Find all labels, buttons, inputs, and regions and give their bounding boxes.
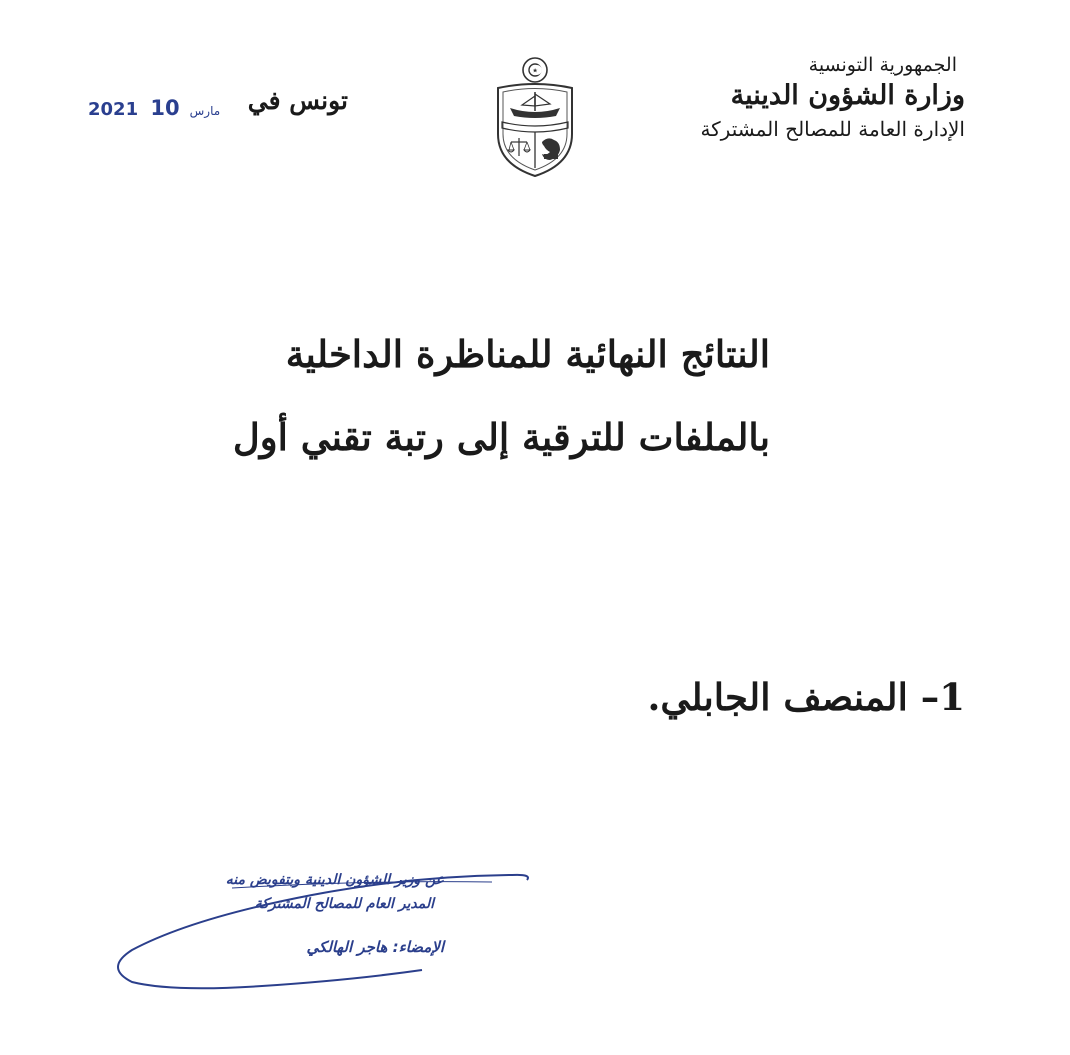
ministry-name: وزارة الشؤون الدينية: [730, 80, 965, 111]
place-and-date: [88, 86, 348, 126]
coat-of-arms-icon: [490, 56, 580, 178]
letterhead: [635, 52, 965, 144]
signature-line-2: المدير العام للمصالح المشتركة: [254, 896, 434, 912]
date-stamp: [88, 96, 220, 120]
signature-stamp: [112, 860, 542, 995]
result-list-item: 1– المنصف الجابلي.: [647, 675, 965, 719]
signature-line-1: عن وزير الشؤون الدينية وبتفويض منه: [225, 872, 444, 888]
directorate-name: الإدارة العامة للمصالح المشتركة: [700, 117, 965, 141]
document-title-line-1: النتائج النهائية للمناظرة الداخلية: [285, 332, 770, 376]
date-month: مارس: [189, 104, 221, 118]
date-day: 10: [150, 96, 180, 120]
date-year: 2021: [88, 99, 139, 120]
signature-line-3: الإمضاء: هاجر الهالكي: [306, 938, 444, 956]
place-label: تونس في: [247, 86, 348, 115]
document-title-line-2: بالملفات للترقية إلى رتبة تقني أول: [232, 415, 770, 459]
republic-name: الجمهورية التونسية: [808, 54, 957, 76]
